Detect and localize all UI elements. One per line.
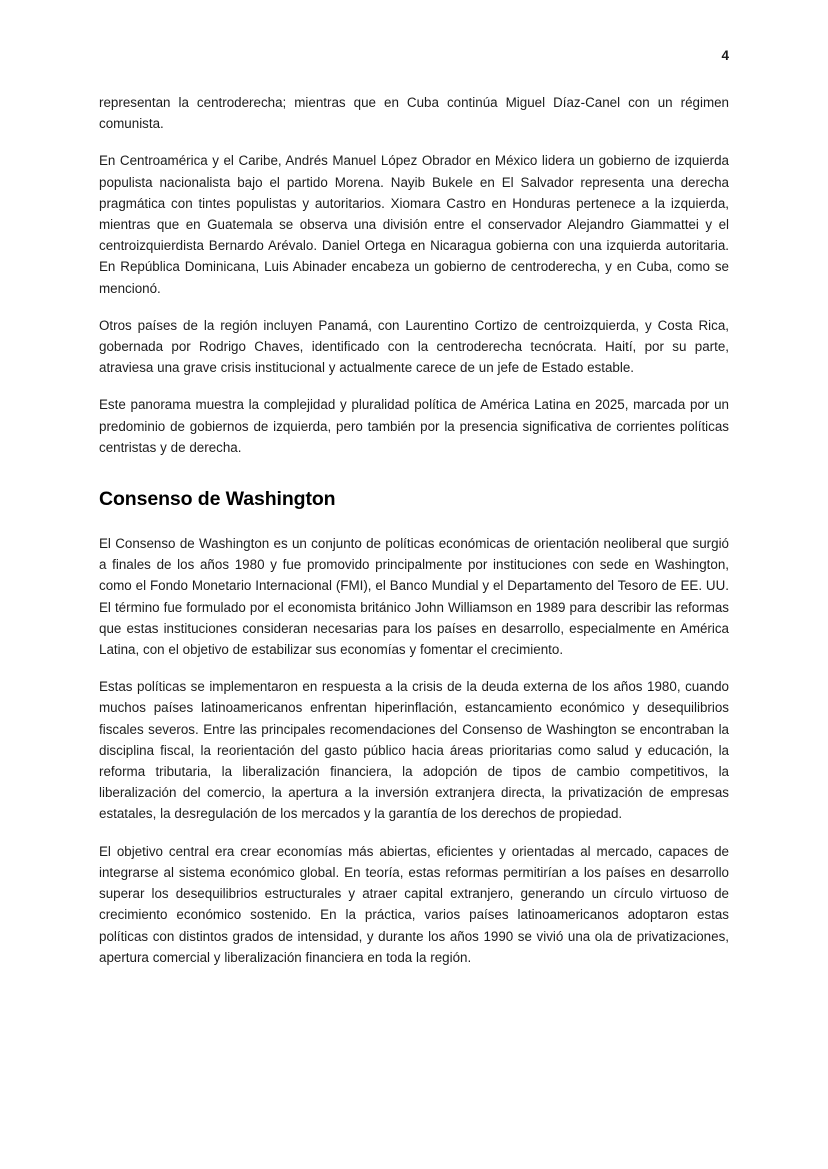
page-number: 4 [721, 48, 729, 63]
heading-consenso-de-washington: Consenso de Washington [99, 488, 336, 511]
paragraph-definicion-consenso: El Consenso de Washington es un conjunto de políticas económicas de orientación neoliberal que surgió a finales de los años 1980 y fue promovido principalmente por instituciones con sede en Washington, como el Fondo Monetario Internacional (FMI), el Banco Mundial y el Departamento del Tesoro de EE. UU. El término fue formulado por el economista británico John Williamson en 1989 para describir las reformas que estas instituciones consideran necesarias para los países en desarrollo, especialmente en América Latina, con el objetivo de estabilizar sus economías y fomentar el crecimiento. [99, 536, 729, 658]
paragraph-centroamerica-caribe: En Centroamérica y el Caribe, Andrés Manuel López Obrador en México lidera un gobierno de izquierda populista nacionalista bajo el partido Morena. Nayib Bukele en El Salvador representa una derecha pragmática con tintes populistas y autoritarios. Xiomara Castro en Honduras pertenece a la izquierda, mientras que en Guatemala se observa una división entre el conservador Alejandro Giammattei y el centroizquierdista Bernardo Arévalo. Daniel Ortega en Nicaragua gobierna con una izquierda autoritaria. En República Dominicana, Luis Abinader encabeza un gobierno de centroderecha, y en Cuba, como se mencionó. [99, 153, 729, 296]
paragraph-centroderecha-cuba: representan la centroderecha; mientras que en Cuba continúa Miguel Díaz-Canel con un régimen comunista. [99, 95, 729, 132]
paragraph-panorama-2025: Este panorama muestra la complejidad y pluralidad política de América Latina en 2025, marcada por un predominio de gobiernos de izquierda, pero también por la presencia significativa de corrientes políticas centristas y de derecha. [99, 397, 729, 455]
paragraph-implementacion-politicas: Estas políticas se implementaron en respuesta a la crisis de la deuda externa de los años 1980, cuando muchos países latinoamericanos enfrentan hiperinflación, estancamiento económico y desequilibrios fiscales severos. Entre las principales recomendaciones del Consenso de Washington se encontraban la disciplina fiscal, la reorientación del gasto público hacia áreas prioritarias como salud y educación, la reforma tributaria, la liberalización financiera, la adopción de tipos de cambio competitivos, la liberalización del comercio, la apertura a la inversión extranjera directa, la privatización de empresas estatales, la desregulación de los mercados y la garantía de los derechos de propiedad. [99, 679, 729, 822]
document-body [99, 92, 729, 968]
paragraph-objetivo-central: El objetivo central era crear economías más abiertas, eficientes y orientadas al mercado, capaces de integrarse al sistema económico global. En teoría, estas reformas permitirían a los países en desarrollo superar los desequilibrios estructurales y atraer capital extranjero, generando un círculo virtuoso de crecimiento económico sostenido. En la práctica, varios países latinoamericanos adoptaron estas políticas con distintos grados de intensidad, y durante los años 1990 se vivió una ola de privatizaciones, apertura comercial y liberalización financiera en toda la región. [99, 843, 729, 965]
paragraph-otros-paises: Otros países de la región incluyen Panamá, con Laurentino Cortizo de centroizquierda, y Costa Rica, gobernada por Rodrigo Chaves, identificado con la centroderecha tecnócrata. Haití, por su parte, atraviesa una grave crisis institucional y actualmente carece de un jefe de Estado estable. [99, 317, 729, 376]
